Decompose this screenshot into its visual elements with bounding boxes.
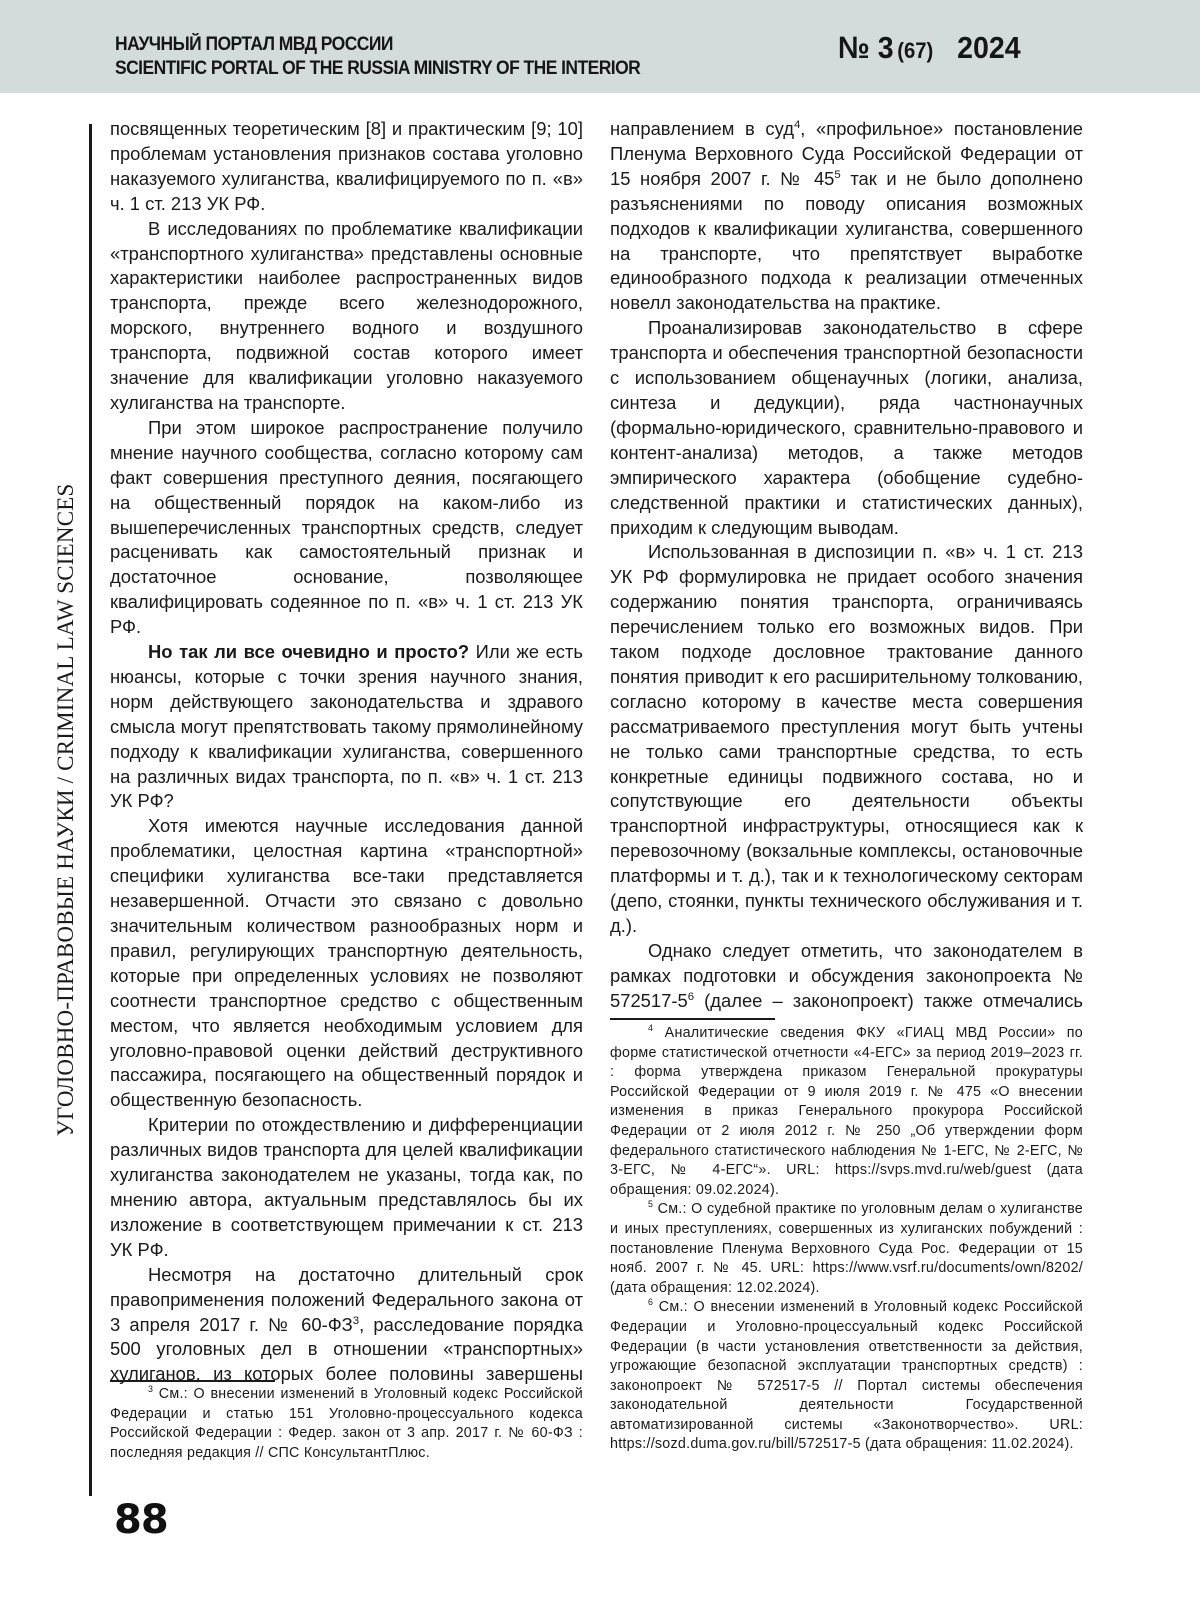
issue-year: 2024 (957, 30, 1020, 65)
paragraph-text: Несмотря на достаточно длительный срок правоприменения положений Федерального закона от 3 апреля 2017 г. № 60-ФЗ (110, 1264, 583, 1335)
footnote (610, 1024, 1083, 1200)
margin-rule (89, 124, 92, 1496)
issue-info (838, 30, 1021, 66)
page-number: 88 (114, 1497, 168, 1543)
paragraph: Хотя имеются научные исследования данной проблематики, целостная картина «транспортной» специфики хулиганства все-таки представляется незавершенной. Отчасти это связано с довольно значительным количеством разнообразных норм и правил, регулирующих транспортную деятельность, которые при определенных условиях не позволяют соотнести транспортное средство с общественным местом, что является необходимым условием для уголовно-правовой оценки действий деструктивного пассажира, посягающего на общественный порядок и общественную безопасность. (110, 814, 583, 1113)
footnote-ref[interactable]: 6 (688, 991, 694, 1003)
paragraph-text: Однако следует отметить, что законодателем в рамках подготовки и обсуждения законопроекта № 572517-5 (610, 940, 1083, 1011)
paragraph-text: (далее – законопроект) также отмечались (694, 990, 1083, 1011)
footnote-text: См.: О внесении изменений в Уголовный кодекс Российской Федерации и статью 151 Уголовно-процессуального кодекса Российской Федерации : Федер. закон от 3 апр. 2017 г. № 60-ФЗ : последняя редакция // СПС КонсультантПлюс. (110, 1386, 583, 1461)
paragraph (610, 117, 1083, 316)
paragraph (610, 939, 1083, 1014)
journal-title-ru: НАУЧНЫЙ ПОРТАЛ МВД РОССИИ (115, 34, 393, 56)
paragraph: Проанализировав законодательство в сфере транспорта и обеспечения транспортной безопасности с использованием общенаучных (логики, анализа, синтеза и дедукции), ряда частнонаучных (формально-юридического, сравнительно-правового и контент-анализа) методов, а также методов эмпирического характера (обобщение судебно-следственной практики и статистических данных), приходим к следующим выводам. (610, 316, 1083, 540)
footnote-ref[interactable]: 3 (353, 1314, 359, 1326)
footnote-number: 3 (148, 1384, 153, 1394)
footnotes-right (610, 1024, 1083, 1455)
footnote-rule (110, 1380, 275, 1382)
paragraph: При этом широкое распространение получило мнение научного сообщества, согласно которому сам факт совершения преступного деяния, посягающего на общественный порядок на каком-либо из вышеперечисленных транспортных средств, следует расценивать как самостоятельный признак и достаточное основание, позволяющее квалифицировать содеянное по п. «в» ч. 1 ст. 213 УК РФ. (110, 416, 583, 640)
footnote-text: См.: О внесении изменений в Уголовный кодекс Российской Федерации и Уголовно-процессуальный кодекс Российской Федерации (в части установления ответственности за действия, угрожающие безопасной эксплуатации транспортных средств) : законопроект № 572517-5 // Портал системы обеспечения законодательной деятельности Государственной автоматизированной системы «Законотворчество». URL: https://sozd.duma.gov.ru/bill/572517-5 (дата обращения: 11.02.2024). (610, 1299, 1083, 1452)
footnote (110, 1385, 583, 1463)
paragraph: Использованная в диспозиции п. «в» ч. 1 ст. 213 УК РФ формулировка не придает особого значения содержанию понятия транспорта, ограничиваясь перечислением только его возможных видов. При таком подходе дословное трактование данного понятия приводит к его расширительному толкованию, согласно которому в качестве места совершения рассматриваемого преступления могут быть учтены не только сами транспортные средства, то есть конкретные единицы подвижного состава, но и сопутствующие его деятельности объекты транспортной инфраструктуры, относящиеся как к перевозочному (вокзальные комплексы, остановочные платформы и т. д.), так и к технологическому секторам (депо, стоянки, пункты технического обслуживания и т. д.). (610, 540, 1083, 939)
paragraph (110, 1263, 583, 1388)
paragraph: Критерии по отождествлению и дифференциации различных видов транспорта для целей квалификации хулиганства законодателем не указаны, тогда как, по мнению автора, актуальным представлялось бы их изложение в соответствующем примечании к ст. 213 УК РФ. (110, 1113, 583, 1262)
footnote-text: Аналитические сведения ФКУ «ГИАЦ МВД России» по форме статистической отчетности «4-ЕГС» за период 2019–2023 гг. : форма утверждена приказом Генеральной прокуратуры Российской Федерации от 9 июля 2019 г. № 475 «О внесении изменения в приказ Генерального прокурора Российской Федерации от 2 июля 2012 г. № 250 „Об утверждении форм федерального статистического наблюдения № 1-ЕГС, № 2-ЕГС, № 3-ЕГС, № 4-ЕГС“». URL: https://svps.mvd.ru/web/guest (дата обращения: 09.02.2024). (610, 1025, 1083, 1198)
journal-title-en: SCIENTIFIC PORTAL OF THE RUSSIA MINISTRY OF THE INTERIOR (115, 58, 640, 80)
footnote-text: См.: О судебной практике по уголовным делам о хулиганстве и иных преступлениях, совершенных из хулиганских побуждений : постановление Пленума Верховного Суда Рос. Федерации от 15 нояб. 2007 г. № 45. URL: https://www.vsrf.ru/documents/own/8202/ (дата обращения: 12.02.2024). (610, 1201, 1083, 1295)
footnote-ref[interactable]: 4 (794, 119, 800, 131)
footnote-rule (610, 1018, 775, 1020)
journal-header (0, 0, 1200, 93)
right-column (610, 117, 1083, 1014)
footnote-ref[interactable]: 5 (834, 169, 840, 181)
footnote (610, 1298, 1083, 1455)
paragraph: посвященных теоретическим [8] и практическим [9; 10] проблемам установления признаков состава уголовно наказуемого хулиганства, квалифицируемого по п. «в» ч. 1 ст. 213 УК РФ. (110, 117, 583, 217)
footnote-number: 4 (648, 1023, 653, 1033)
footnote (610, 1200, 1083, 1298)
paragraph-text: так и не было дополнено разъяснениями по поводу описания возможных подходов к квалификации хулиганства, совершенного на транспорте, что препятствует выработке единообразного подхода к реализации отмеченных новелл законодательства на практике. (610, 168, 1083, 314)
paragraph: В исследованиях по проблематике квалификации «транспортного хулиганства» представлены основные характеристики наиболее распространенных видов транспорта, прежде всего железнодорожного, морского, внутреннего водного и воздушного транспорта, подвижной состав которого имеет значение для квалификации уголовно наказуемого хулиганства на транспорте. (110, 217, 583, 416)
footnote-number: 6 (648, 1298, 653, 1308)
paragraph-text: Или же есть нюансы, которые с точки зрения научного знания, норм действующего законодательства и здравого смысла могут препятствовать такому прямолинейному подходу к квалификации хулиганства, совершенного на различных видах транспорта, по п. «в» ч. 1 ст. 213 УК РФ? (110, 641, 583, 811)
issue-total: (67) (897, 38, 933, 63)
bold-question: Но так ли все очевидно и просто? (148, 641, 469, 662)
issue-number: № 3 (838, 30, 894, 65)
paragraph-text: направлением в суд (610, 118, 794, 139)
paragraph-text: , «профильное» постановление Пленума Верховного Суда Российской Федерации от 15 ноября 2007 г. № 45 (610, 118, 1083, 189)
section-label: УГОЛОВНО-ПРАВОВЫЕ НАУКИ / CRIMINAL LAW SCIENCES (53, 484, 79, 1137)
left-column (110, 117, 583, 1387)
footnotes-left (110, 1385, 583, 1463)
paragraph-text: , расследование порядка 500 уголовных дел в отношении «транспортных» хулиганов, из которых более половины завершены (110, 1314, 583, 1385)
paragraph (110, 640, 583, 814)
footnote-number: 5 (648, 1200, 653, 1210)
